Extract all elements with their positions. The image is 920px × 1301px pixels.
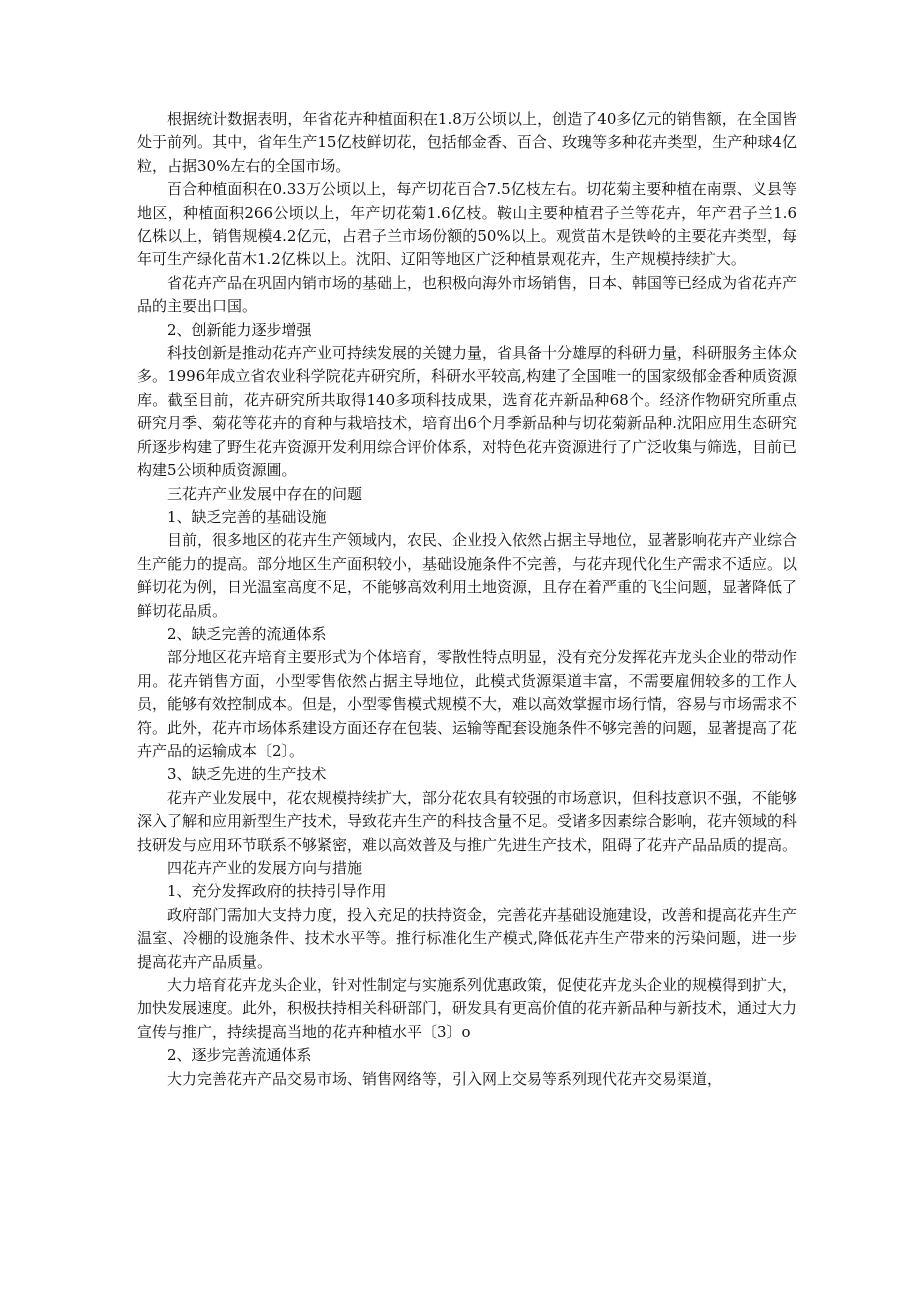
body-paragraph: 花卉产业发展中，花农规模持续扩大，部分花农具有较强的市场意识，但科技意识不强，不能够深入了解和应用新型生产技术，导致花卉生产的科技含量不足。受诸多因素综合影响，花卉领域的科技研发与应用环节联系不够紧密，难以高效普及与推广先进生产技术，阻碍了花卉产品品质的提高。 (137, 788, 798, 854)
section-heading: 1、缺乏完善的基础设施 (167, 507, 327, 526)
body-paragraph: 大力培育花卉龙头企业，针对性制定与实施系列优惠政策，促使花卉龙头企业的规模得到扩大，加快发展速度。此外，积极扶持相关科研部门，研发具有更高价值的花卉新品种与新技术，通过大力宣传与推广，持续提高当地的花卉种植水平〔3〕o (137, 976, 798, 1041)
section-heading: 3、缺乏先进的生产技术 (167, 765, 327, 784)
body-paragraph: 大力完善花卉产品交易市场、销售网络等，引入网上交易等系列现代花卉交易渠道， (167, 1069, 723, 1088)
body-paragraph: 部分地区花卉培育主要形式为个体培育，零散性特点明显，没有充分发挥花卉龙头企业的带动作用。花卉销售方面，小型零售依然占据主导地位，此模式货源渠道丰富，不需要雇佣较多的工作人员，能够有效控制成本。但是，小型零售模式规模不大，难以高效掌握市场行情，容易与市场需求不符。此外，花卉市场体系建设方面还存在包装、运输等配套设施条件不够完善的问题，显著提高了花卉产品的运输成本〔2〕。 (137, 648, 798, 760)
body-paragraph: 根据统计数据表明，年省花卉种植面积在1.8万公顷以上，创造了40多亿元的销售额，在全国皆处于前列。其中，省年生产15亿枝鲜切花，包括郁金香、百合、玫瑰等多种花卉类型，生产种球4亿粒，占据30%左右的全国市场。 (137, 110, 797, 175)
section-heading: 三花卉产业发展中存在的问题 (167, 484, 363, 503)
section-heading: 1、充分发挥政府的扶持引导作用 (167, 882, 387, 901)
body-paragraph: 目前，很多地区的花卉生产领域内，农民、企业投入依然占据主导地位，显著影响花卉产业综合生产能力的提高。部分地区生产面积较小，基础设施条件不完善，与花卉现代化生产需求不适应。以鲜切花为例，日光温室高度不足，不能够高效利用土地资源，且存在着严重的飞尘问题，显著降低了鲜切花品质。 (137, 531, 798, 620)
section-heading: 2、创新能力逐步增强 (167, 320, 312, 339)
section-heading: 2、缺乏完善的流通体系 (167, 624, 327, 643)
section-heading: 2、逐步完善流通体系 (167, 1046, 312, 1065)
body-paragraph: 省花卉产品在巩固内销市场的基础上，也积极向海外市场销售，日本、韩国等已经成为省花卉产品的主要出口国。 (137, 273, 798, 316)
body-paragraph: 政府部门需加大支持力度，投入充足的扶持资金，完善花卉基础设施建设，改善和提高花卉生产温室、冷棚的设施条件、技术水平等。推行标准化生产模式,降低花卉生产带来的污染问题，进一步提高花卉产品质量。 (137, 905, 798, 971)
body-paragraph: 科技创新是推动花卉产业可持续发展的关键力量，省具备十分雄厚的科研力量，科研服务主体众多。1996年成立省农业科学院花卉研究所，科研水平较高,构建了全国唯一的国家级郁金香种质资源库。截至目前，花卉研究所共取得140多项科技成果，选育花卉新品种68个。经济作物研究所重点研究月季、菊花等花卉的育种与栽培技术，培育出6个月季新品种与切花菊新品种.沈阳应用生态研究所逐步构建了野生花卉资源开发利用综合评价体系，对特色花卉资源进行了广泛收集与筛选，目前已构建5公顷种质资源圃。 (137, 344, 798, 480)
section-heading: 四花卉产业的发展方向与措施 (167, 859, 363, 877)
document-page (137, 108, 797, 1091)
body-paragraph: 百合种植面积在0.33万公顷以上，每产切花百合7.5亿枝左右。切花菊主要种植在南票、义县等地区，种植面积266公顷以上，年产切花菊1.6亿枝。鞍山主要种植君子兰等花卉，年产君子兰1.6亿株以上，销售规模4.2亿元，占君子兰市场份额的50%以上。观赏苗木是铁岭的主要花卉类型，每年可生产绿化苗木1.2亿株以上。沈阳、辽阳等地区广泛种植景观花卉，生产规模持续扩大。 (137, 180, 797, 269)
